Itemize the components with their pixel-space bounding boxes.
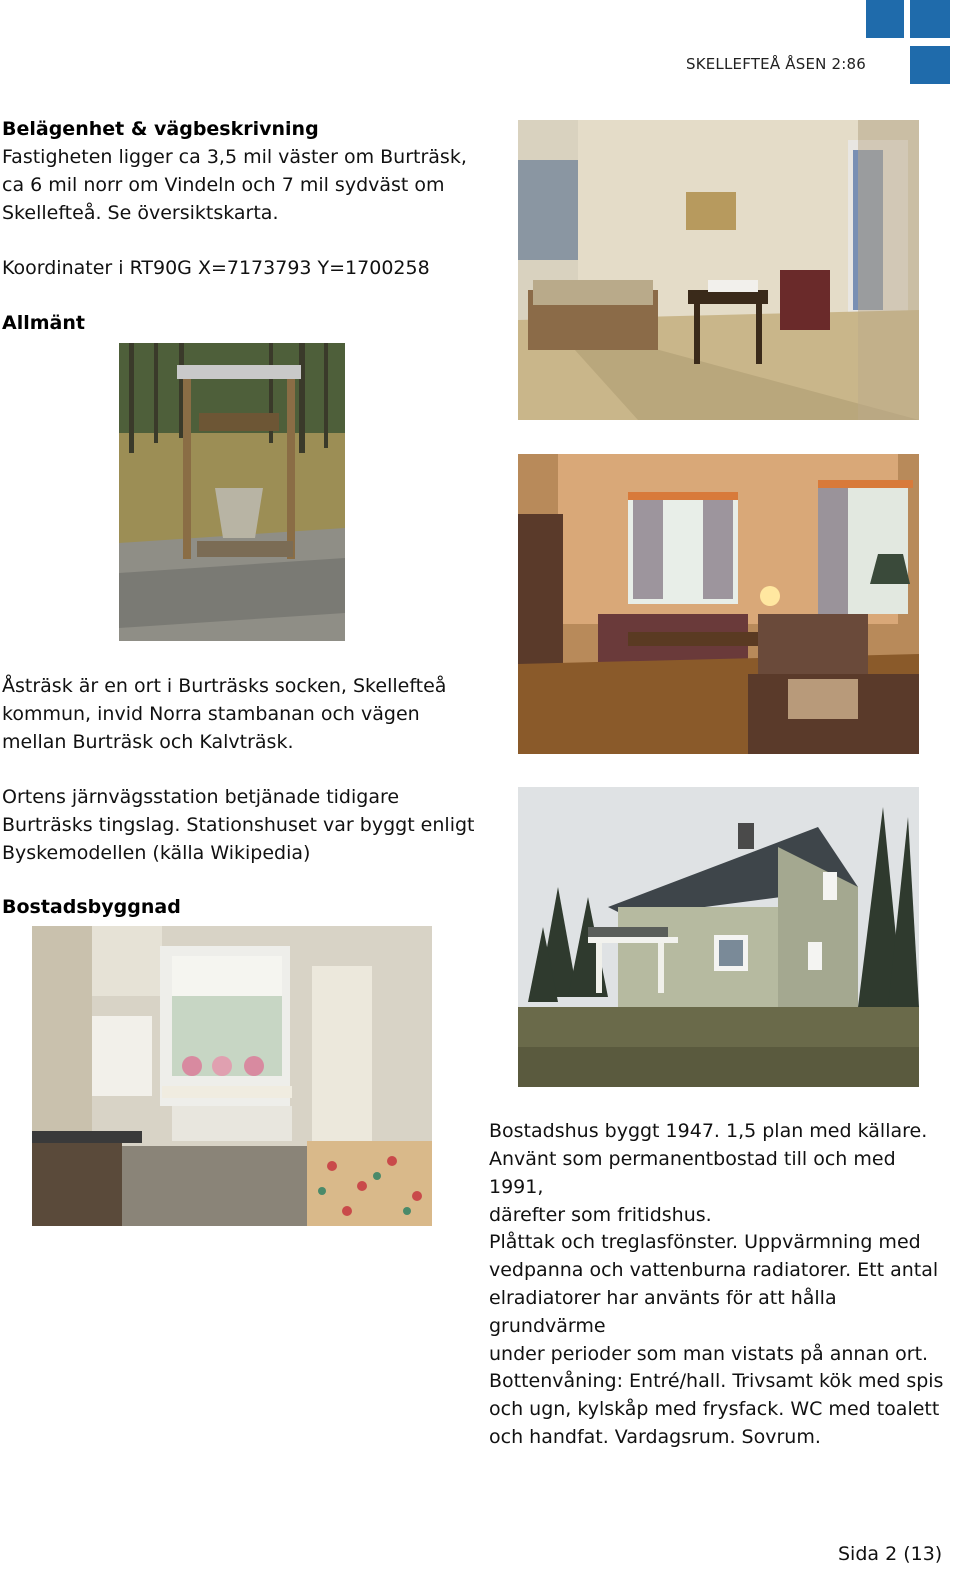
logo-square: [910, 46, 950, 84]
text-line: elradiatorer har använts för att hålla grundvärme: [489, 1287, 837, 1337]
text-line: Burträsks tingslag. Stationshuset var byggt enligt: [2, 814, 475, 836]
building-text-1: [489, 1117, 954, 1229]
text-line: och handfat. Vardagsrum. Sovrum.: [489, 1426, 821, 1448]
text-line: Använt som permanentbostad till och med 1991,: [489, 1148, 896, 1198]
location-text: [2, 143, 482, 227]
text-line: därefter som fritidshus.: [489, 1204, 712, 1226]
photo-well: [119, 343, 345, 641]
section-heading-general: Allmänt: [2, 312, 85, 334]
text-line: Byskemodellen (källa Wikipedia): [2, 842, 311, 864]
building-text-3: [489, 1367, 954, 1451]
general-text-2: [2, 783, 482, 867]
photo-bedroom: [518, 120, 919, 420]
text-line: Bottenvåning: Entré/hall. Trivsamt kök med spis: [489, 1370, 944, 1392]
text-line: kommun, invid Norra stambanan och vägen: [2, 703, 420, 725]
photo-kitchen: [32, 926, 432, 1226]
document-header-title: SKELLEFTEÅ ÅSEN 2:86: [686, 55, 866, 73]
text-line: vedpanna och vattenburna radiatorer. Ett antal: [489, 1259, 939, 1281]
building-text-2: [489, 1228, 954, 1368]
section-heading-building: Bostadsbyggnad: [2, 896, 181, 918]
page-number: Sida 2 (13): [838, 1543, 943, 1565]
text-line: Plåttak och treglasfönster. Uppvärmning med: [489, 1231, 921, 1253]
text-line: under perioder som man vistats på annan ort.: [489, 1343, 929, 1365]
logo-square: [910, 0, 950, 38]
photo-house-exterior: [518, 787, 919, 1087]
logo-square: [866, 0, 904, 38]
text-line: Bostadshus byggt 1947. 1,5 plan med källare.: [489, 1120, 928, 1142]
text-line: Ortens järnvägsstation betjänade tidigare: [2, 786, 400, 808]
section-heading-location: Belägenhet & vägbeskrivning: [2, 118, 319, 140]
text-line: mellan Burträsk och Kalvträsk.: [2, 731, 294, 753]
text-line: Fastigheten ligger ca 3,5 mil väster om Burträsk,: [2, 146, 467, 168]
general-text-1: [2, 672, 482, 756]
text-line: Skellefteå. Se översiktskarta.: [2, 202, 279, 224]
text-line: och ugn, kylskåp med frysfack. WC med toalett: [489, 1398, 940, 1420]
photo-living-room: [518, 454, 919, 754]
coordinates-text: Koordinater i RT90G X=7173793 Y=1700258: [2, 257, 430, 279]
text-line: ca 6 mil norr om Vindeln och 7 mil sydväst om: [2, 174, 445, 196]
text-line: Åsträsk är en ort i Burträsks socken, Skellefteå: [2, 675, 447, 697]
